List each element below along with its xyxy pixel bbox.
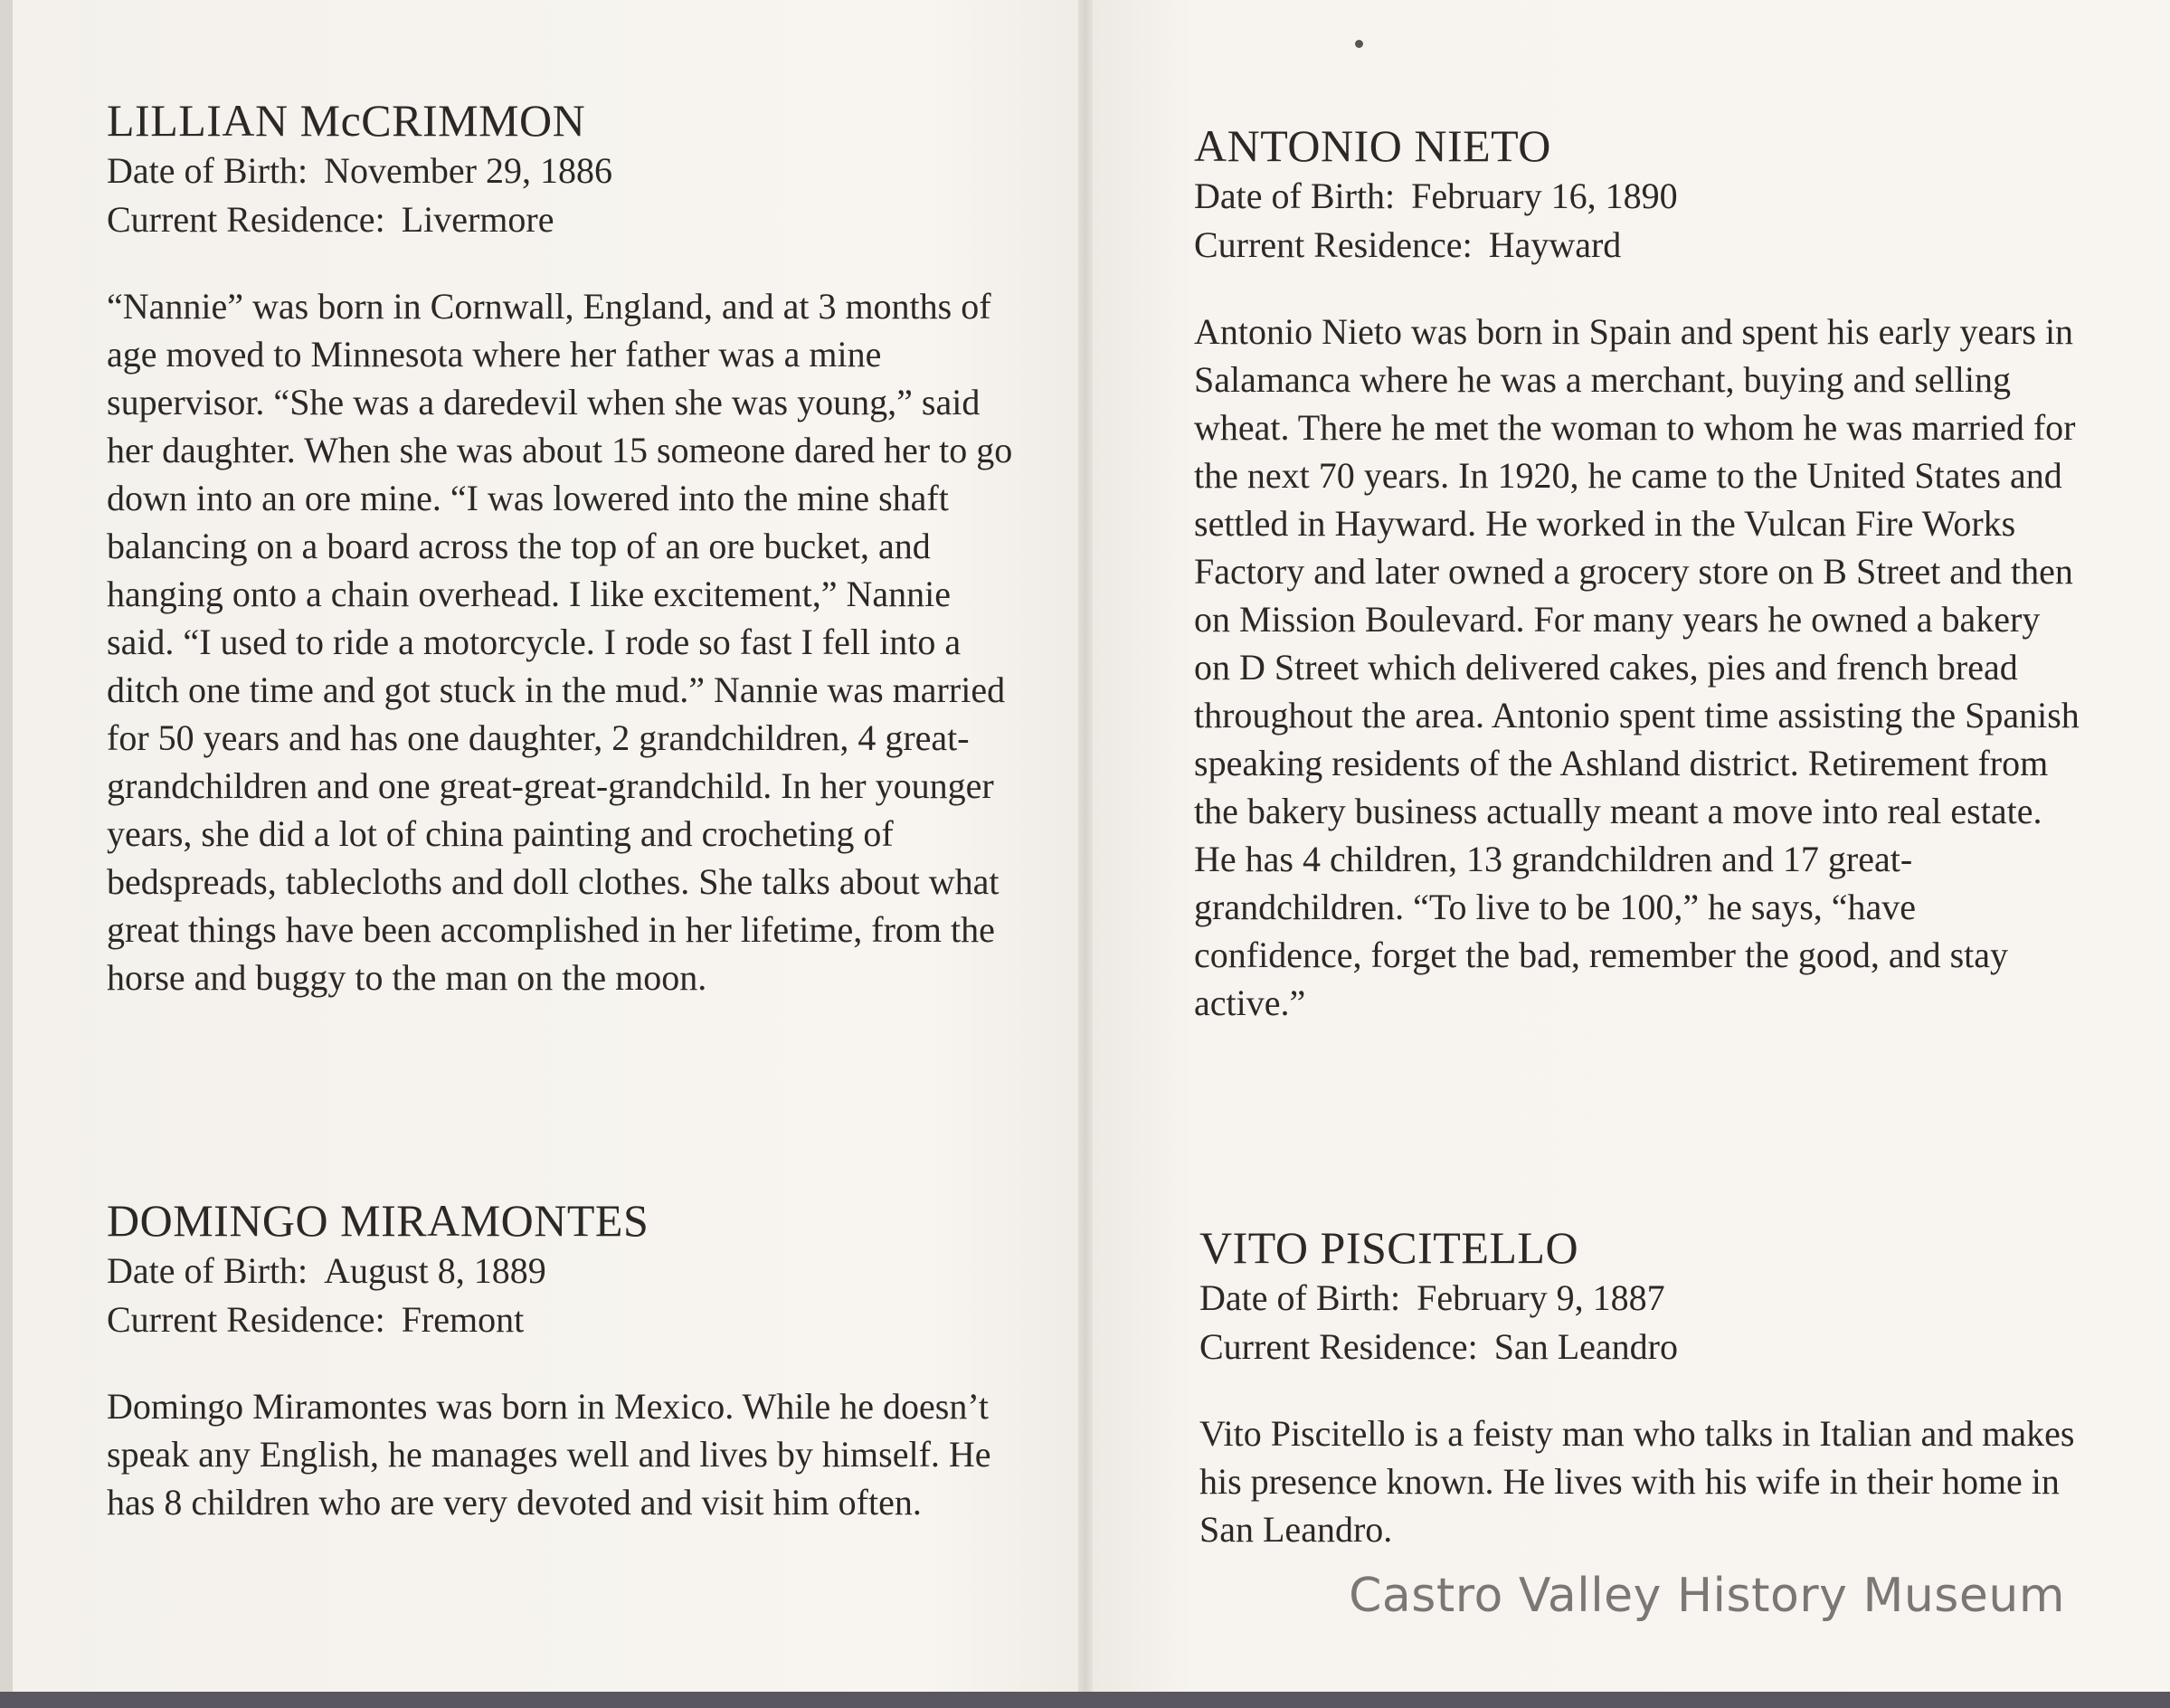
entry-biography: Vito Piscitello is a feisty man who talks in Italian and makes his presence known. He lives with his wife in their home in San Leandro. bbox=[1199, 1413, 2075, 1550]
entry-name: LILLIAN McCRIMMON bbox=[107, 95, 586, 146]
residence-line bbox=[107, 195, 1020, 244]
entry-biography: Domingo Miramontes was born in Mexico. While he doesn’t speak any English, he manages well and lives by himself. He has 8 children who are very devoted and visit him often. bbox=[107, 1386, 991, 1523]
date-of-birth-line bbox=[107, 147, 1020, 195]
museum-watermark: Castro Valley History Museum bbox=[1349, 1569, 2065, 1623]
entry-name: DOMINGO MIRAMONTES bbox=[107, 1195, 649, 1246]
residence-value: Fremont bbox=[401, 1299, 525, 1340]
dob-value: February 16, 1890 bbox=[1411, 176, 1678, 216]
entry-name: VITO PISCITELLO bbox=[1199, 1222, 1579, 1273]
dob-label: Date of Birth: bbox=[1199, 1277, 1401, 1318]
page-gutter bbox=[1078, 0, 1093, 1692]
residence-label: Current Residence: bbox=[107, 199, 385, 240]
left-page-edge bbox=[0, 0, 13, 1692]
residence-line bbox=[1194, 221, 2080, 270]
dob-value: August 8, 1889 bbox=[324, 1250, 546, 1291]
date-of-birth-line bbox=[1199, 1274, 2086, 1323]
dob-value: February 9, 1887 bbox=[1417, 1277, 1665, 1318]
entry-vito-piscitello bbox=[1199, 1221, 2086, 1553]
residence-line bbox=[107, 1295, 1020, 1344]
ink-speck bbox=[1355, 40, 1363, 48]
entry-biography: “Nannie” was born in Cornwall, England, and at 3 months of age moved to Minnesota where her father was a mine supervisor. “She was a daredevil when she was young,” said her daughter. When she was about 15 someone dared her to go down into an ore mine. “I was lowered into the mine shaft balancing on a board across the top of an ore bucket, and hanging onto a chain overhead. I like excitement,” Nannie said. “I used to ride a motorcycle. I rode so fast I fell into a ditch one time and got stuck in the mud.” Nannie was married for 50 years and has one daughter, 2 grandchildren, 4 great-grandchildren and one great-great-grandchild. In her younger years, she did a lot of china painting and crocheting of bedspreads, tablecloths and doll clothes. She talks about what great things have been accomplished in her lifetime, from the horse and buggy to the man on the moon. bbox=[107, 286, 1013, 998]
dob-label: Date of Birth: bbox=[107, 1250, 308, 1291]
residence-value: Livermore bbox=[401, 199, 554, 240]
entry-antonio-nieto bbox=[1194, 119, 2080, 1027]
date-of-birth-line bbox=[107, 1247, 1020, 1295]
entry-name: ANTONIO NIETO bbox=[1194, 120, 1551, 171]
residence-label: Current Residence: bbox=[107, 1299, 385, 1340]
residence-value: San Leandro bbox=[1493, 1326, 1678, 1367]
residence-line bbox=[1199, 1323, 2086, 1371]
entry-domingo-miramontes bbox=[107, 1194, 1020, 1526]
entry-biography: Antonio Nieto was born in Spain and spent his early years in Salamanca where he was a merchant, buying and selling wheat. There he met the woman to whom he was married for the next 70 years. In 1920, he came to the United States and settled in Hayward. He worked in the Vulcan Fire Works Factory and later owned a grocery store on B Street and then on Mission Boulevard. For many years he owned a bakery on D Street which delivered cakes, pies and french bread throughout the area. Antonio spent time assisting the Spanish speaking residents of the Ashland district. Retirement from the bakery business actually meant a move into real estate. He has 4 children, 13 grandchildren and 17 great-grandchildren. “To live to be 100,” he says, “have confidence, forget the bad, remember the good, and stay active.” bbox=[1194, 311, 2080, 1023]
dob-label: Date of Birth: bbox=[1194, 176, 1396, 216]
residence-value: Hayward bbox=[1488, 224, 1622, 265]
entry-lillian-mccrimmon bbox=[107, 94, 1020, 1001]
date-of-birth-line bbox=[1194, 172, 2080, 221]
residence-label: Current Residence: bbox=[1199, 1326, 1478, 1367]
scan-bottom-edge bbox=[0, 1692, 2170, 1708]
dob-label: Date of Birth: bbox=[107, 150, 308, 191]
dob-value: November 29, 1886 bbox=[324, 150, 612, 191]
residence-label: Current Residence: bbox=[1194, 224, 1473, 265]
